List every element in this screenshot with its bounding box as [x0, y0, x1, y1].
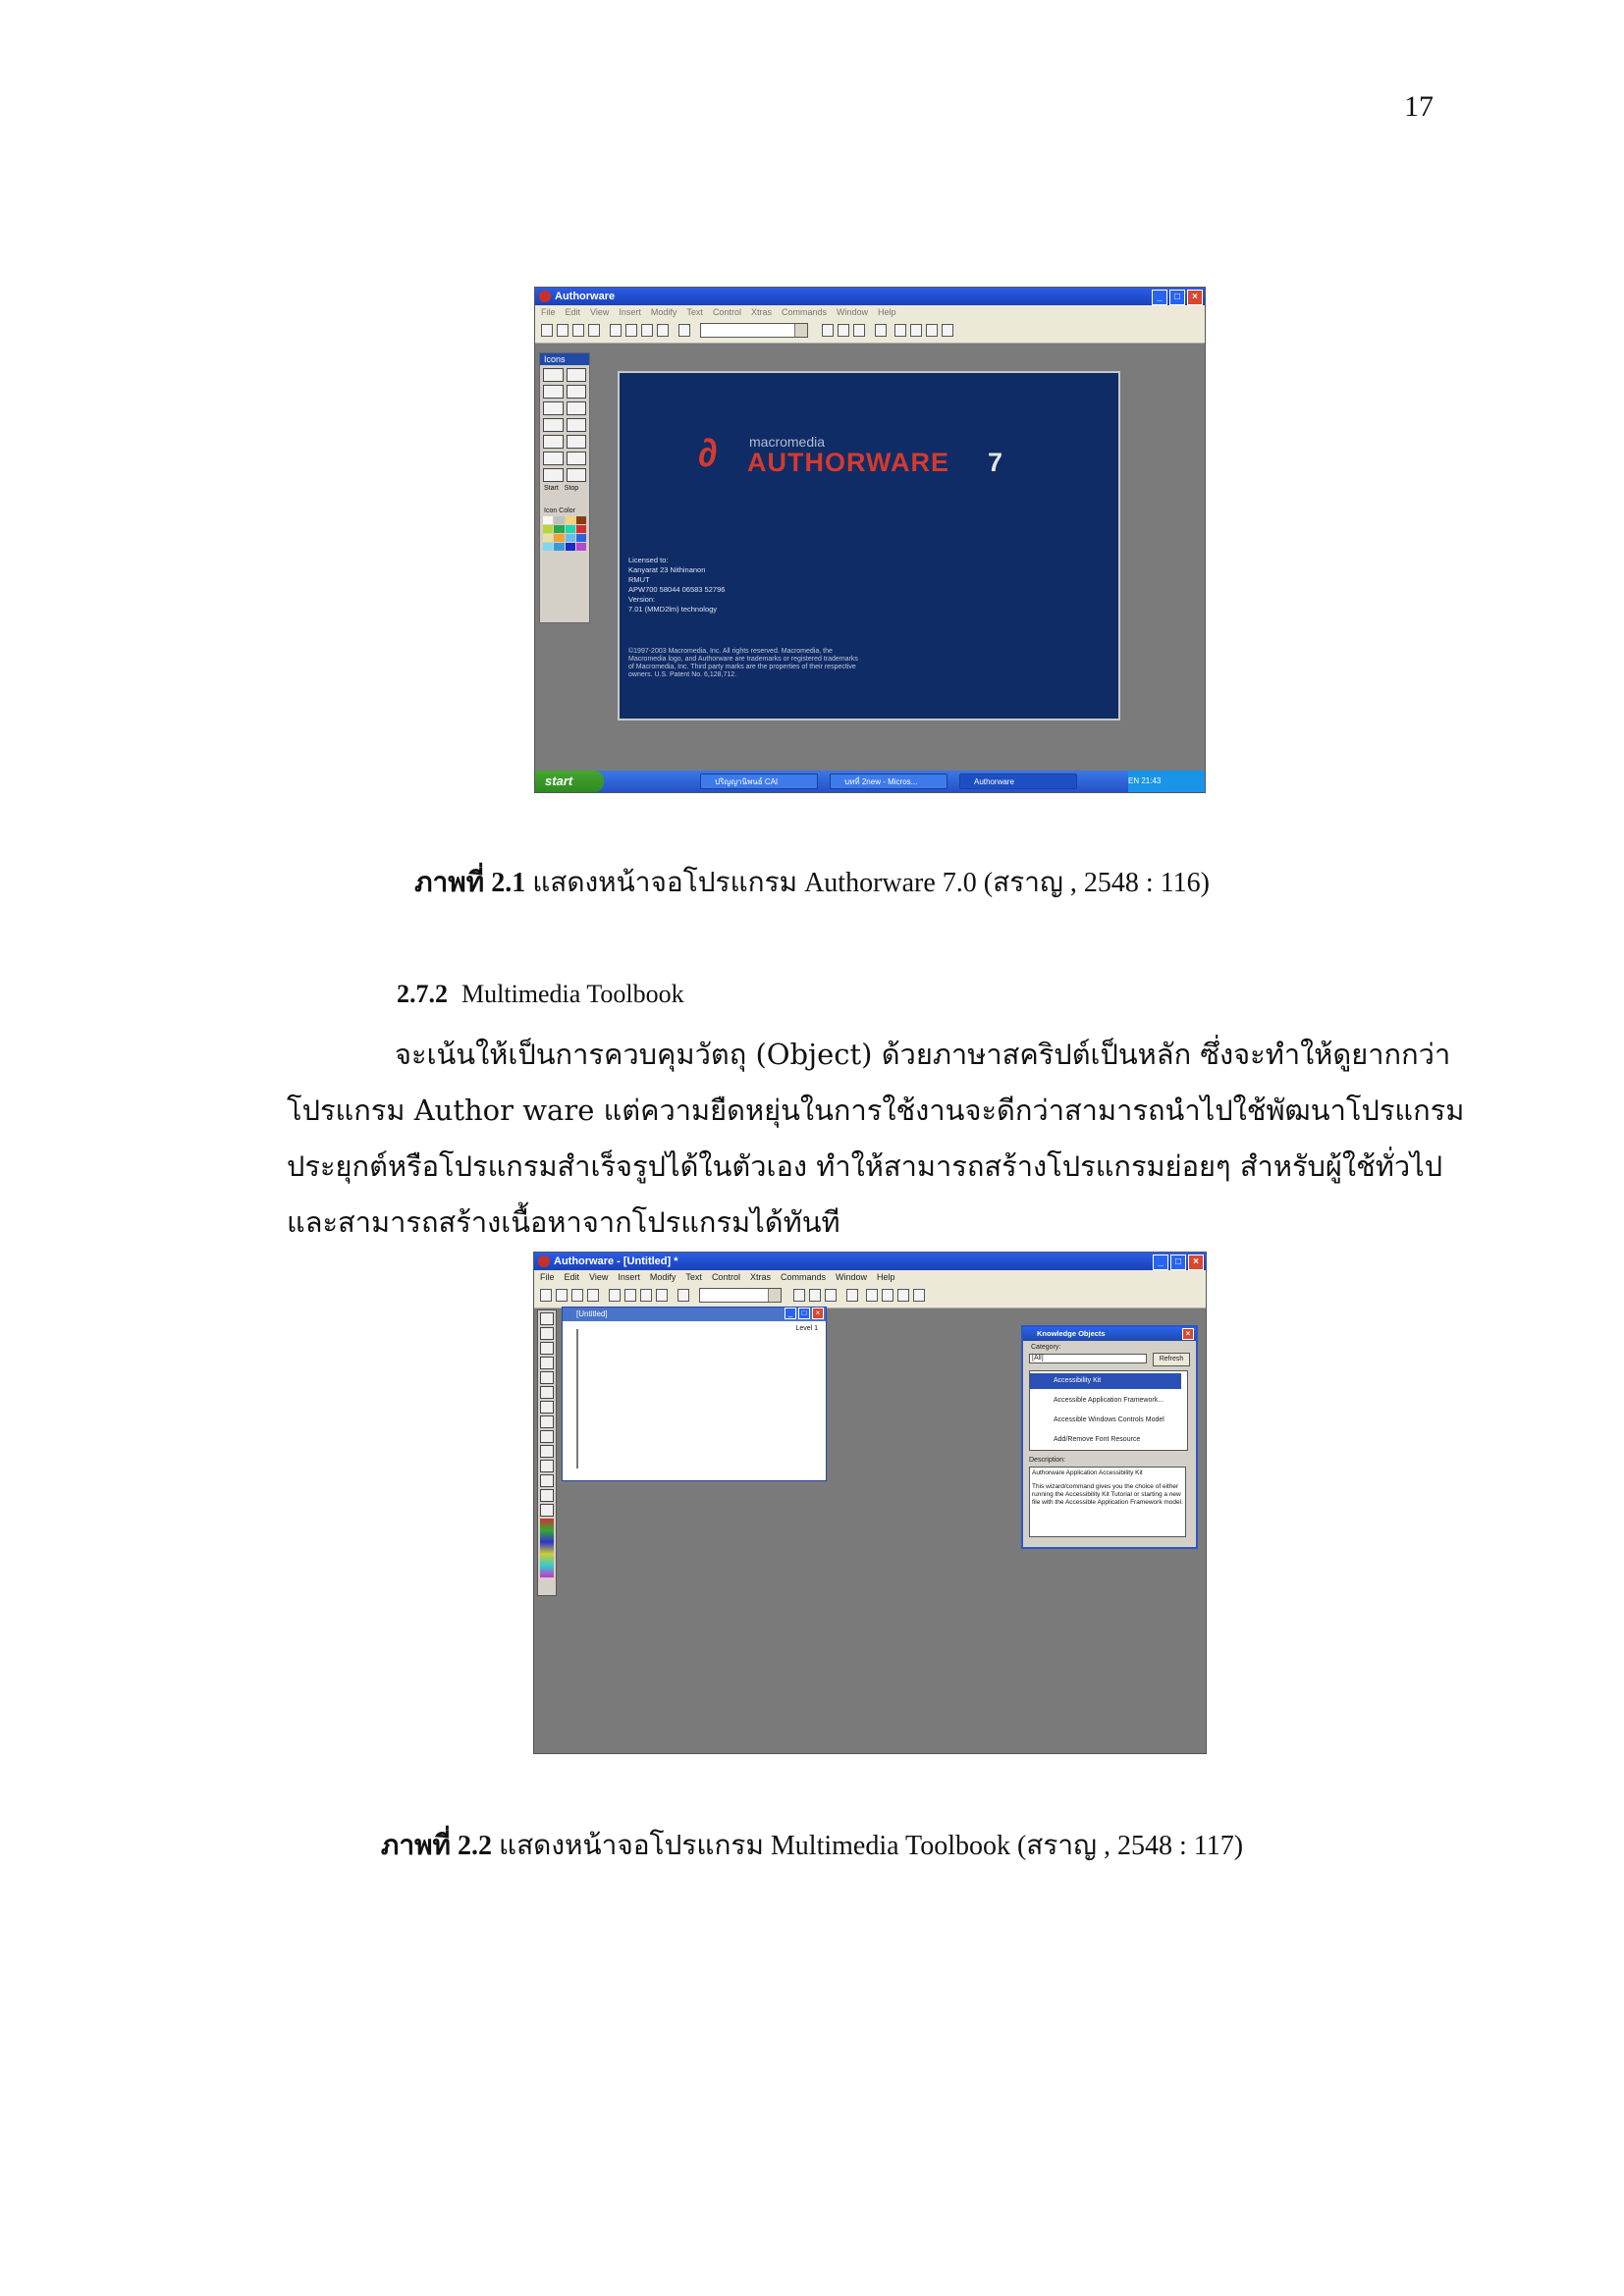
- figure-1-caption: [0, 861, 1624, 904]
- sound-icon[interactable]: [567, 452, 587, 465]
- find-icon[interactable]: [677, 1289, 689, 1302]
- erase-icon[interactable]: [540, 1342, 554, 1355]
- wait-icon[interactable]: [567, 385, 587, 399]
- map-icon[interactable]: [540, 1445, 554, 1458]
- ko-title: Knowledge Objects: [1037, 1329, 1106, 1338]
- menu-view[interactable]: View: [590, 307, 610, 317]
- run-icon[interactable]: [846, 1289, 858, 1302]
- underline-icon[interactable]: [825, 1289, 837, 1302]
- maximize-icon[interactable]: □: [1170, 1255, 1186, 1270]
- task-button[interactable]: บทที่ 2new - Micros...: [830, 774, 947, 789]
- functions-icon[interactable]: [882, 1289, 893, 1302]
- display-icon[interactable]: [540, 1312, 554, 1325]
- maximize-icon[interactable]: □: [1169, 290, 1185, 305]
- paragraph-line: จะเน้นให้เป็นการควบคุมวัตถุ (Object) ด้วยภาษาสคริปต์เป็นหลัก ซึ่งจะทำให้ดูยากกว่า: [395, 1038, 1451, 1071]
- window-titlebar: [534, 1253, 1206, 1270]
- motion-icon[interactable]: [567, 368, 587, 382]
- figure-2-caption: [0, 1824, 1624, 1867]
- erase-icon[interactable]: [543, 385, 564, 399]
- section-number: 2.7.2: [397, 980, 448, 1008]
- menu-file[interactable]: File: [541, 307, 556, 317]
- underline-icon[interactable]: [853, 324, 865, 337]
- save-icon[interactable]: [571, 1289, 583, 1302]
- motion-icon[interactable]: [540, 1327, 554, 1340]
- flowline-level: Level 1: [795, 1325, 818, 1332]
- new-file-icon[interactable]: [541, 324, 553, 337]
- icon-color-swatches[interactable]: [540, 1519, 554, 1577]
- map-icon[interactable]: [567, 435, 587, 449]
- knowledge-objects-panel: [1021, 1325, 1198, 1549]
- task-button-active[interactable]: Authorware: [959, 774, 1077, 789]
- caption-label: ภาพที่ 2.2: [380, 1831, 493, 1861]
- interaction-icon[interactable]: [540, 1415, 554, 1428]
- close-icon[interactable]: ×: [1188, 1255, 1204, 1270]
- menu-window[interactable]: Window: [835, 1272, 867, 1282]
- menu-file[interactable]: File: [540, 1272, 555, 1282]
- minimize-icon[interactable]: _: [785, 1308, 796, 1319]
- close-icon[interactable]: ×: [1187, 290, 1203, 305]
- menu-modify[interactable]: Modify: [650, 307, 677, 317]
- palette-title: Icons: [540, 353, 589, 365]
- import-icon[interactable]: [588, 324, 600, 337]
- app-icon: [539, 291, 551, 302]
- icons-palette: [539, 352, 590, 623]
- style-combo[interactable]: [699, 1288, 782, 1303]
- copy-icon[interactable]: [640, 1289, 652, 1302]
- menu-commands[interactable]: Commands: [781, 307, 827, 317]
- page-number: 17: [1404, 90, 1434, 123]
- splash-version-big: 7: [988, 448, 1003, 477]
- ko-description-text: This wizard/command gives you the choice of either running the Accessibility Kit Tutorial or starting a new file with the Accessible Application Framework model.: [1032, 1483, 1183, 1506]
- menu-insert[interactable]: Insert: [618, 1272, 640, 1282]
- functions-icon[interactable]: [910, 324, 922, 337]
- framework-icon[interactable]: [567, 401, 587, 415]
- flowline-title: [Untitled]: [576, 1309, 608, 1318]
- interaction-icon[interactable]: [567, 418, 587, 432]
- flowline-window: [562, 1307, 827, 1481]
- menu-bar: [535, 305, 1205, 319]
- new-file-icon[interactable]: [540, 1289, 552, 1302]
- list-item[interactable]: Accessibility Kit: [1054, 1377, 1102, 1384]
- menu-insert[interactable]: Insert: [619, 307, 641, 317]
- menu-xtras[interactable]: Xtras: [750, 307, 772, 317]
- section-heading: [397, 980, 684, 1009]
- menu-help[interactable]: Help: [877, 1272, 895, 1282]
- refresh-button[interactable]: Refresh: [1153, 1353, 1190, 1366]
- ko-palette-icon[interactable]: [540, 1504, 554, 1517]
- variables-icon[interactable]: [897, 1289, 909, 1302]
- open-icon[interactable]: [556, 1289, 568, 1302]
- decision-icon[interactable]: [543, 418, 564, 432]
- framework-icon[interactable]: [540, 1386, 554, 1399]
- movie-icon[interactable]: [543, 452, 564, 465]
- figure-authorware-screenshot: [534, 287, 1206, 793]
- toolbar: [534, 1284, 1206, 1308]
- open-icon[interactable]: [557, 324, 568, 337]
- splash-brand-big: AUTHORWARE: [747, 448, 950, 477]
- ko-icon[interactable]: [913, 1289, 925, 1302]
- calculation-icon[interactable]: [543, 435, 564, 449]
- toolbar: [535, 319, 1205, 344]
- menu-bar: [534, 1270, 1206, 1284]
- maximize-icon[interactable]: □: [798, 1308, 810, 1319]
- flowline[interactable]: [576, 1329, 578, 1468]
- ko-description-box: [1029, 1467, 1186, 1537]
- paragraph-line: และสามารถสร้างเนื้อหาจากโปรแกรมได้ทันที: [287, 1205, 840, 1239]
- navigate-icon[interactable]: [540, 1371, 554, 1384]
- window-title: Authorware - [Untitled] *: [554, 1255, 678, 1267]
- paragraph-line: โปรแกรม Author ware แต่ความยืดหยุ่นในการใช้งานจะดีกว่าสามารถนำไปใช้พัฒนาโปรแกรม: [287, 1094, 1465, 1127]
- ko-palette-icon[interactable]: [567, 468, 587, 482]
- list-item[interactable]: Add/Remove Font Resource: [1054, 1436, 1141, 1443]
- paste-icon[interactable]: [657, 324, 669, 337]
- menu-text[interactable]: Text: [685, 1272, 702, 1282]
- ko-category-label: Category:: [1031, 1344, 1061, 1351]
- list-item[interactable]: Accessible Application Framework...: [1054, 1397, 1164, 1404]
- cut-icon[interactable]: [624, 1289, 636, 1302]
- ko-description-name: Authorware Application Accessibility Kit: [1032, 1469, 1143, 1476]
- wait-icon[interactable]: [540, 1357, 554, 1369]
- list-item[interactable]: Accessible Windows Controls Model: [1054, 1416, 1164, 1423]
- menu-commands[interactable]: Commands: [780, 1272, 826, 1282]
- ko-list: [1029, 1370, 1188, 1451]
- task-button[interactable]: ปริญญานิพนธ์ CAI: [700, 774, 818, 789]
- video-icon[interactable]: [540, 1489, 554, 1502]
- caption-label: ภาพที่ 2.1: [414, 868, 526, 898]
- menu-edit[interactable]: Edit: [564, 1272, 580, 1282]
- video-icon[interactable]: [543, 468, 564, 482]
- close-icon[interactable]: ×: [1182, 1328, 1194, 1340]
- run-icon[interactable]: [875, 324, 887, 337]
- ko-titlebar: [1023, 1327, 1196, 1341]
- copy-icon[interactable]: [641, 324, 653, 337]
- menu-modify[interactable]: Modify: [649, 1272, 677, 1282]
- stop-flag-label: Stop: [564, 485, 579, 492]
- calculation-icon[interactable]: [540, 1430, 554, 1443]
- undo-icon[interactable]: [609, 1289, 621, 1302]
- display-icon[interactable]: [543, 368, 564, 382]
- decision-icon[interactable]: [540, 1401, 554, 1414]
- import-icon[interactable]: [587, 1289, 599, 1302]
- menu-text[interactable]: Text: [686, 307, 703, 317]
- taskbar: [535, 771, 1205, 792]
- menu-control[interactable]: Control: [712, 307, 741, 317]
- menu-window[interactable]: Window: [836, 307, 868, 317]
- figure-toolbook-screenshot: [533, 1252, 1207, 1754]
- icon-color-swatches[interactable]: [540, 514, 589, 553]
- start-flag-label: Start: [544, 485, 559, 492]
- start-button[interactable]: start: [535, 771, 604, 792]
- find-icon[interactable]: [678, 324, 690, 337]
- italic-icon[interactable]: [809, 1289, 821, 1302]
- control-panel-icon[interactable]: [866, 1289, 878, 1302]
- ko-description-label: Description:: [1029, 1457, 1065, 1464]
- palette-icon-grid: [540, 365, 589, 485]
- caption-text: แสดงหน้าจอโปรแกรม Multimedia Toolbook (สราญ , 2548 : 117): [492, 1831, 1244, 1861]
- ko-icon[interactable]: [942, 324, 953, 337]
- bold-icon[interactable]: [793, 1289, 805, 1302]
- undo-icon[interactable]: [610, 324, 622, 337]
- minimize-icon[interactable]: _: [1152, 290, 1167, 305]
- close-icon[interactable]: ×: [812, 1308, 824, 1319]
- style-combo[interactable]: [700, 323, 808, 338]
- icon-color-label: Icon Color: [544, 507, 575, 514]
- menu-edit[interactable]: Edit: [565, 307, 581, 317]
- ko-category-select[interactable]: [All]: [1029, 1354, 1147, 1363]
- variables-icon[interactable]: [926, 324, 938, 337]
- app-icon: [538, 1255, 550, 1267]
- minimize-icon[interactable]: _: [1153, 1255, 1168, 1270]
- splash-legal: ©1997-2003 Macromedia, Inc. All rights reserved. Macromedia, the Macromedia logo, and Authorware are trademarks or registered trademarks of Macromedia, Inc. Third party marks are the properties of their respective owners. U.S. Patent No. 6,128,712.: [628, 648, 858, 678]
- splash-license-info: Licensed to: Kanyarat 23 Nithinanon RMUT APW700 58044 06583 52796 Version: 7.01 (MMD2lm) technology: [628, 556, 726, 614]
- flowline-titlebar: [563, 1308, 826, 1321]
- paste-icon[interactable]: [656, 1289, 668, 1302]
- splash-brand-small: macromedia: [749, 434, 826, 450]
- caption-text: แสดงหน้าจอโปรแกรม Authorware 7.0 (สราญ , 2548 : 116): [525, 868, 1210, 898]
- menu-help[interactable]: Help: [878, 307, 896, 317]
- system-tray: EN 21:43: [1128, 771, 1205, 792]
- menu-xtras[interactable]: Xtras: [749, 1272, 771, 1282]
- control-panel-icon[interactable]: [894, 324, 906, 337]
- paragraph-line: ประยุกต์หรือโปรแกรมสำเร็จรูปได้ในตัวเอง ทำให้สามารถสร้างโปรแกรมย่อยๆ สำหรับผู้ใช้ทั่วไป: [287, 1149, 1443, 1183]
- menu-view[interactable]: View: [589, 1272, 609, 1282]
- window-titlebar: [535, 288, 1205, 305]
- window-title: Authorware: [555, 291, 616, 302]
- sound-icon[interactable]: [540, 1474, 554, 1487]
- menu-control[interactable]: Control: [711, 1272, 740, 1282]
- navigate-icon[interactable]: [543, 401, 564, 415]
- bold-icon[interactable]: [822, 324, 834, 337]
- cut-icon[interactable]: [625, 324, 637, 337]
- splash-screen: [618, 371, 1120, 721]
- macromedia-logo-icon: ∂: [698, 432, 718, 475]
- movie-icon[interactable]: [540, 1460, 554, 1472]
- italic-icon[interactable]: [838, 324, 849, 337]
- section-title: Multimedia Toolbook: [461, 980, 684, 1008]
- icons-palette: [537, 1309, 557, 1596]
- save-icon[interactable]: [572, 324, 584, 337]
